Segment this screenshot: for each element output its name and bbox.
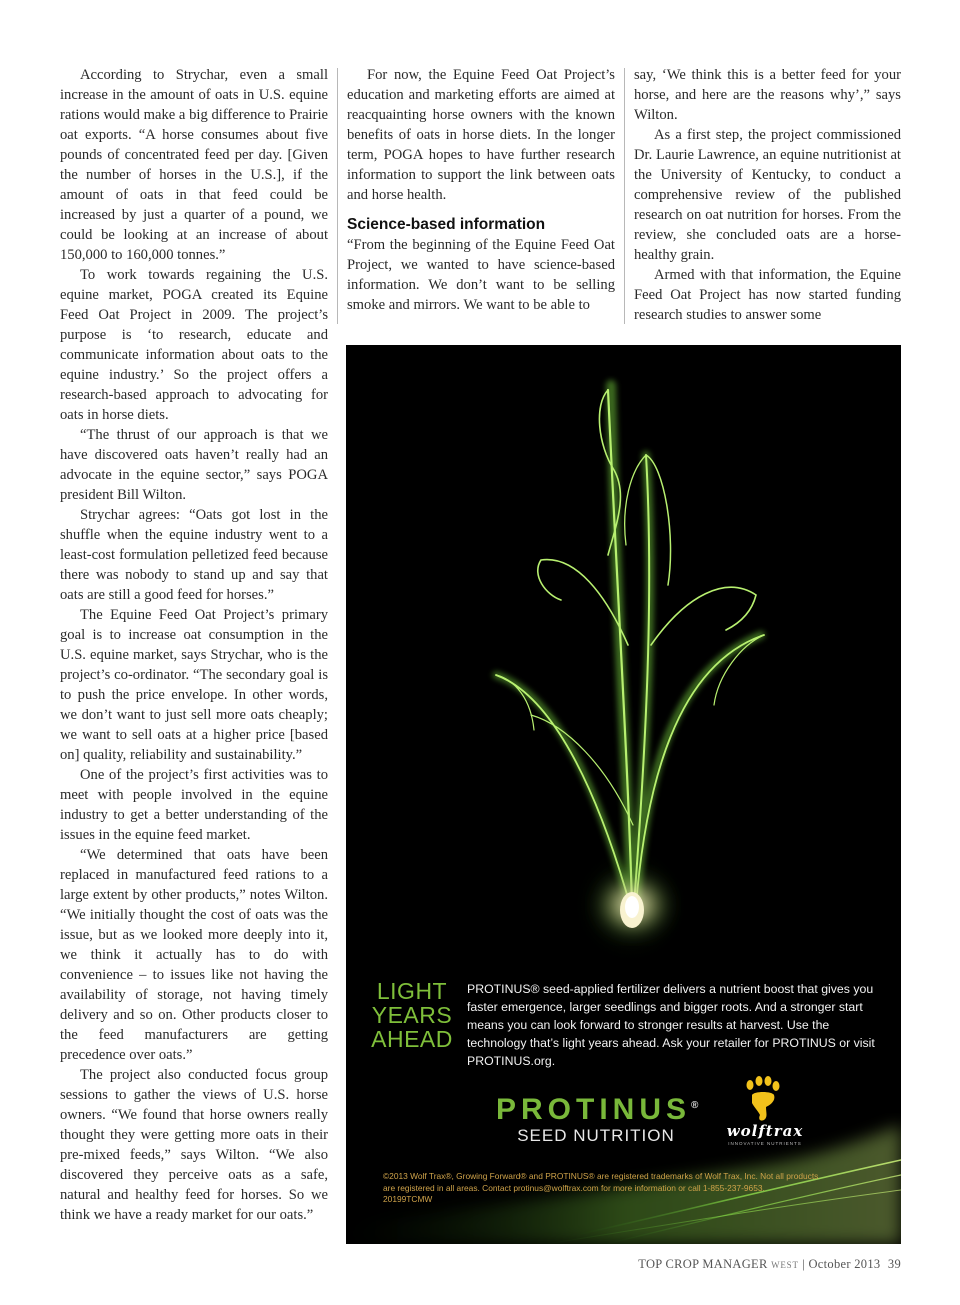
paragraph: To work towards regaining the U.S. equine market, POGA created its Equine Feed Oat Project in 2009. The project’s purpose is ‘to research, educate and communicate information about oats to the equine industry.’ So the project offers a research-based approach to advocating for oats in horse diets. [60,267,328,423]
paragraph: “The thrust of our approach is that we have discovered oats haven’t really had an advocate in the equine sector,” says POGA president Bill Wilton. [60,427,328,503]
brand-subtitle: SEED NUTRITION [517,1126,675,1145]
tagline-word: YEARS [371,1002,453,1028]
wolftrax-tagline: INNOVATIVE NUTRIENTS [728,1141,802,1146]
protinus-advertisement [346,345,901,1244]
tagline-word: AHEAD [371,1026,453,1052]
paragraph: Strychar agrees: “Oats got lost in the shuffle when the equine industry went to a least-cost formulation pelletized feed because there was nobody to stand up and say that oats are still a good feed for horses.” [60,507,328,603]
protinus-logo [496,1090,699,1146]
paragraph: Armed with that information, the Equine Feed Oat Project has now started funding research studies to answer some [634,267,901,323]
ad-tagline [368,979,456,1051]
magazine-edition: WEST [771,1260,799,1270]
ad-code: 20199TCMW [383,1194,433,1204]
page-number: 39 [887,1257,901,1271]
column-divider [624,68,625,324]
issue-date: October 2013 [808,1257,881,1271]
registered-mark: ® [691,1100,699,1111]
brand-name: PROTINUS® [496,1093,699,1126]
paragraph: For now, the Equine Feed Oat Project’s education and marketing efforts are aimed at reacquainting horse owners with the known benefits of oats in horse diets. In the longer term, POGA hopes to have further research information to support the link between oats and horse health. [347,67,615,203]
paragraph: According to Strychar, even a small increase in the amount of oats in U.S. equine rations would make a big difference to Prairie oat exports. “A horse consumes about five pounds of concentrated feed per day. [Given the number of horses in the U.S.], if the amount of oats in that feed could be increased by just a quarter of a pound, we could be looking at an increase of about 150,000 to 160,000 tonnes.” [60,67,328,263]
article-column-1 [60,65,328,1225]
paragraph: The project also conducted focus group sessions to gather the views of U.S. horse owners. “We found that horse owners really thought they were getting more oats in their pre-mixed feeds,” says Wilton. “We also discovered they perceive oats as a safe, natural and healthy feed for horses. So we think we have a ready market for our oats.” [60,1067,328,1223]
footer-separator: | [802,1257,806,1271]
magazine-name: TOP CROP MANAGER [638,1257,768,1271]
article-column-2 [347,65,615,315]
legal-notice: ©2013 Wolf Trax®, Growing Forward® and PROTINUS® are registered trademarks of Wolf Trax, Inc. Not all products are registered in all areas. Contact protinus@wolftrax.com for more information or call 1-855-237-9653. [383,1171,819,1193]
page-footer [600,1257,901,1272]
ad-body-copy: PROTINUS® seed-applied fertilizer delivers a nutrient boost that gives you faster emergence, larger seedlings and bigger roots. And a stronger start means you can look forward to stronger results at harvest. Use the technology that’s light years ahead. Ask your retailer for PROTINUS or visit PROTINUS.org. [467,982,875,1068]
paragraph: say, ‘We think this is a better feed for your horse, and here are the reasons why’,” says Wilton. [634,67,901,123]
paragraph: One of the project’s first activities was to meet with people involved in the equine industry to get a better understanding of the issues in the equine feed market. [60,767,328,843]
ad-legal-text [383,1171,823,1206]
section-subheading: Science-based information [347,216,546,233]
wolftrax-logo-text: wolftrax [726,1122,804,1140]
tagline-word: LIGHT [376,978,448,1004]
paragraph: “From the beginning of the Equine Feed Oat Project, we wanted to have science-based information. We don’t want to be selling smoke and mirrors. We want to be able to [347,237,615,313]
paragraph: As a first step, the project commissioned Dr. Laurie Lawrence, an equine nutritionist at the University of Kentucky, to conduct a comprehensive review of the published research on oat nutrition for horses. From the review, she concluded oats are a horse-healthy grain. [634,127,901,263]
article-column-3 [634,65,901,325]
column-divider [337,68,338,324]
paragraph: The Equine Feed Oat Project’s primary goal is to increase oat consumption in the U.S. equine market, says Strychar, who is the project’s co-ordinator. “The secondary goal is to push the price envelope. In other words, we don’t want to just sell more oats cheaply; we want to sell oats at a higher price [based on] quality, reliability and sustainability.” [60,607,328,763]
paragraph: “We determined that oats have been replaced in manufactured feed rations to a large extent by other products,” notes Wilton. “We initially thought the cost of oats was the issue, but as we looked more deeply into it, we think it actually has to do with convenience – to issues like not having the availability of storage, not having timely delivery and so on. Other products closer to the feed manufacturers are getting precedence over oats.” [60,847,328,1063]
